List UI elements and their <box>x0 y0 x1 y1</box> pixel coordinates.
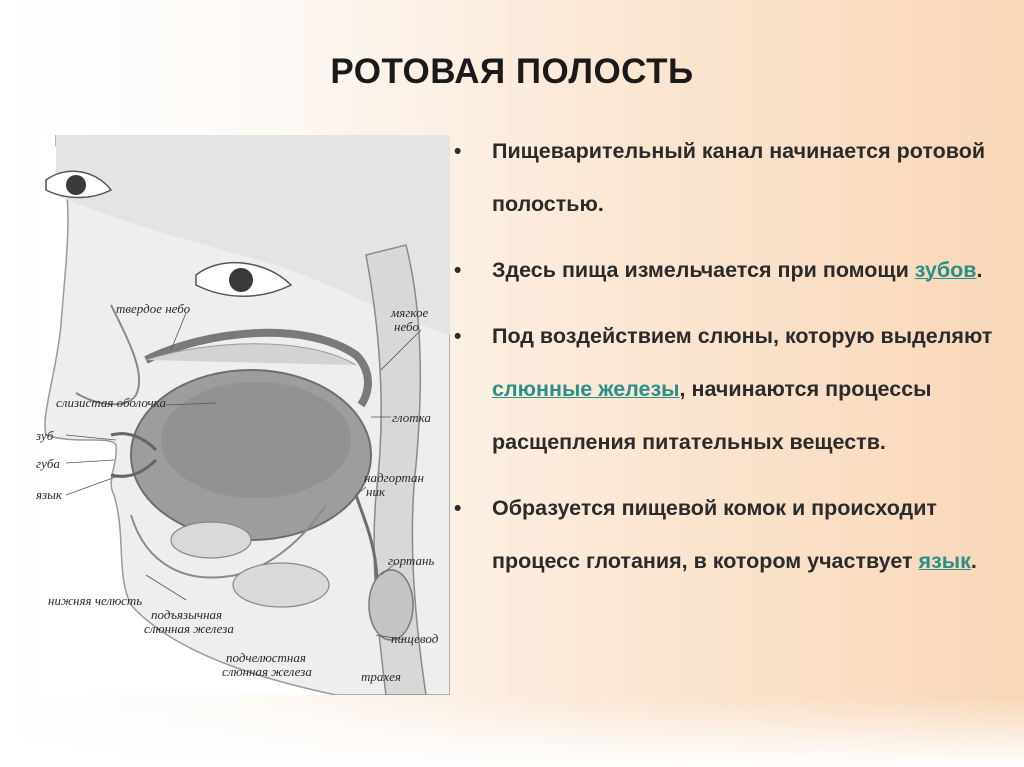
label-pharynx: глотка <box>392 410 431 425</box>
label-mucosa: слизистая оболочка <box>56 395 166 410</box>
bullet-text: Здесь пища измельчается при помощи <box>492 258 915 282</box>
label-lip: губа <box>36 456 60 471</box>
bullet-item <box>452 482 1012 588</box>
label-tongue: язык <box>36 487 62 502</box>
label-sublingual-2: слюнная железа <box>144 621 234 636</box>
bullet-marker: • <box>454 325 462 348</box>
label-soft-palate-1: мягкое <box>391 305 429 320</box>
bullet-text-end: . <box>976 258 983 282</box>
bullet-list <box>452 125 1012 601</box>
mouth-anatomy-illustration <box>36 135 450 695</box>
bullet-text: Пищеварительный канал начинается ротовой полостью. <box>492 139 986 216</box>
bullet-text: Образуется пищевой комок и происходит процесс глотания, в котором участвует <box>492 496 937 573</box>
bullet-item <box>452 244 1012 297</box>
label-esophagus: пищевод <box>391 631 439 646</box>
bullet-item <box>452 310 1012 469</box>
label-submandibular-2: слюнная железа <box>222 664 312 679</box>
label-sublingual-1: подъязычная <box>151 607 223 622</box>
label-trachea: трахея <box>361 669 401 684</box>
slide-title: РОТОВАЯ ПОЛОСТЬ <box>330 52 694 91</box>
label-larynx: гортань <box>388 553 435 568</box>
link-teeth[interactable]: зубов <box>914 258 977 282</box>
link-tongue[interactable]: язык <box>918 549 971 573</box>
bullet-text-end: , начинаются процессы расщепления питательных веществ. <box>492 377 932 454</box>
label-lower-jaw: нижняя челюсть <box>48 593 143 608</box>
bullet-item <box>452 125 1012 231</box>
label-epiglottis-2: ник <box>366 484 386 499</box>
link-salivary-glands[interactable]: слюнные железы <box>492 377 680 401</box>
label-soft-palate-2: небо <box>394 319 419 334</box>
bullet-marker: • <box>454 497 462 520</box>
bullet-text-end: . <box>970 549 977 573</box>
label-hard-palate: твердое небо <box>116 301 191 316</box>
bullet-marker: • <box>454 259 462 282</box>
label-submandibular-1: подчелюстная <box>226 650 306 665</box>
label-epiglottis-1: надгортан <box>364 470 424 485</box>
mouth-anatomy-drawing <box>36 135 450 695</box>
bullet-marker: • <box>454 140 462 163</box>
bullet-text: Под воздействием слюны, которую выделяют <box>492 324 993 348</box>
label-tooth: зуб <box>36 428 54 443</box>
